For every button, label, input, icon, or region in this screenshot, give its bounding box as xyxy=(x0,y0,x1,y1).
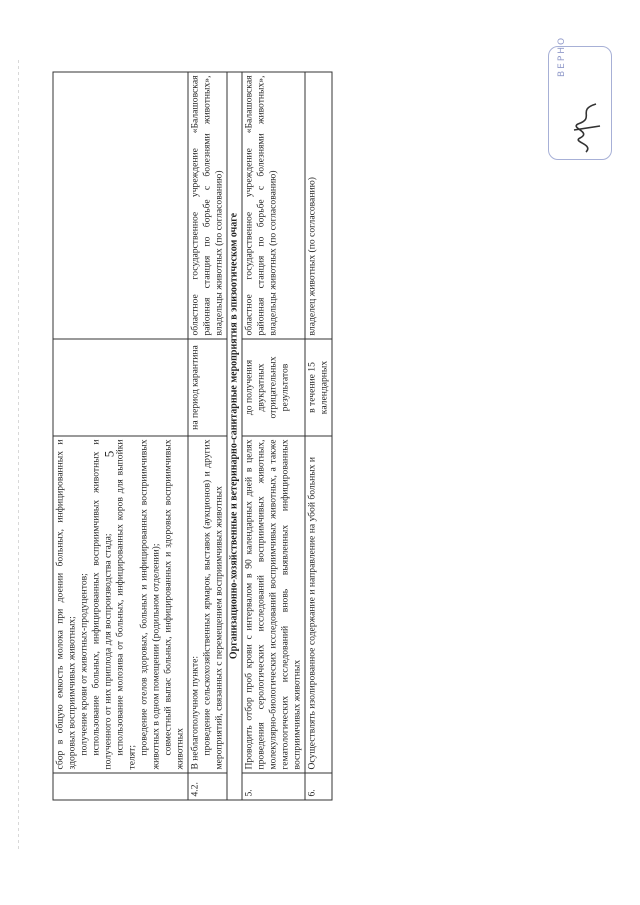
row-description: Осуществлять изолированное содержание и направление на убой больных и xyxy=(305,436,332,773)
row-term: до получения двукратных отрицательных результатов xyxy=(242,339,305,436)
section-title: Организационно-хозяйственные и ветеринарно-санитарные мероприятия в эпизоотическом очаге xyxy=(227,72,243,800)
desc-line: совместный выпас больных, инфицированных и здоровых восприимчивых животных xyxy=(162,439,186,770)
row-responsible: областное государственное учреждение «Балашовская районная станция по борьбе с болезнями животных», владельцы животных (по согласованию) xyxy=(188,72,227,339)
row-term: в течение 15 календарных xyxy=(305,339,332,436)
row-number: 5. xyxy=(242,773,305,800)
desc-line: использование больных, инфицированных восприимчивых животных и полученного от них приплода для воспроизводства стада; xyxy=(90,439,114,770)
row-responsible xyxy=(53,72,188,339)
page-number: 5 xyxy=(101,450,117,458)
signature-icon xyxy=(566,100,606,160)
desc-line: В неблагополучном пункте: xyxy=(189,655,201,770)
desc-line: использование молозива от больных, инфицированных коров для выпойки телят; xyxy=(114,439,138,770)
table-row xyxy=(188,72,227,800)
row-description xyxy=(53,436,188,773)
scan-artifact-line xyxy=(18,60,19,850)
document-sheet xyxy=(53,75,418,801)
row-description: Проводить отбор проб крови с интервалом в 90 календарных дней в целях проведения серологических исследований восприимчивых животных, молекулярно-биологических исследований восприимчивых животных, а также гематологических исследований вновь выявленных инфицированных восприимчивых животных xyxy=(242,436,305,773)
row-number: 6. xyxy=(305,773,332,800)
measures-table xyxy=(53,72,333,801)
handwritten-signature xyxy=(566,100,606,165)
row-number: 4.2. xyxy=(188,773,227,800)
stamp-text: ВЕРНО xyxy=(557,35,567,77)
table-row xyxy=(242,72,305,800)
row-term xyxy=(53,339,188,436)
row-term: на период карантина xyxy=(188,339,227,436)
desc-line: проведение сельскохозяйственных ярмарок, выставок (аукционов) и других мероприятий, связанных с перемещением восприимчивых животных xyxy=(201,439,225,770)
row-description xyxy=(188,436,227,773)
row-number xyxy=(53,773,188,800)
table-row xyxy=(53,72,188,800)
desc-line: получение крови от животных-продуцентов; xyxy=(78,573,90,756)
desc-line: проведение отелов здоровых, больных и инфицированных восприимчивых животных в одном помещении (родильном отделении); xyxy=(138,439,162,770)
row-responsible: владелец животных (по согласованию) xyxy=(305,72,332,339)
table-row xyxy=(305,72,332,800)
section-header-row xyxy=(227,72,243,800)
desc-line: сбор в общую емкость молока при доении больных, инфицированных и здоровых восприимчивых животных; xyxy=(54,439,78,770)
row-responsible: областное государственное учреждение «Балашовская районная станция по борьбе с болезнями животных», владельцы животных (по согласованию) xyxy=(242,72,305,339)
